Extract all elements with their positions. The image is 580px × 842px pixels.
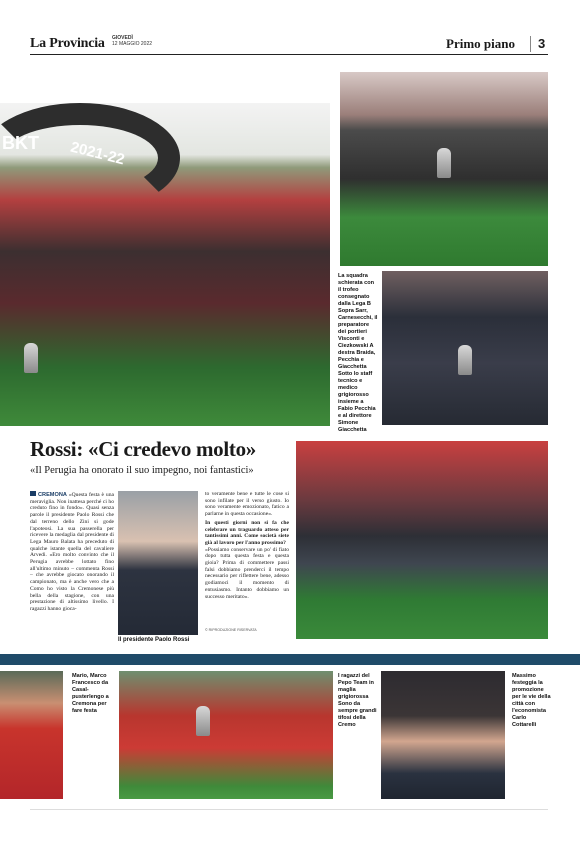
staff-caption: La squadra schierata con il trofeo consegnato dalla Lega B Sopra Sarr, Carnesecchi, il preparatore dei portieri Visconti e Ciezkowski A destra Braida, Pecchia e Giacchetta Sotto lo staff tecnico e medico grigiorosso insieme a Fabio Pecchia e al direttore Simone Giacchetta xyxy=(338,273,378,433)
issue-date xyxy=(112,35,152,47)
issue-weekday: GIOVEDÌ xyxy=(112,35,133,41)
pepo-team-photo xyxy=(119,671,333,799)
issue-date-text: 12 MAGGIO 2022 xyxy=(112,41,153,47)
header-rule xyxy=(30,54,548,55)
fan-mario-photo xyxy=(0,671,63,799)
article-column-1 xyxy=(30,491,114,613)
section-band xyxy=(0,654,580,665)
masthead: La Provincia xyxy=(30,36,105,51)
president-caption: Il presidente Paolo Rossi xyxy=(118,637,190,643)
fan-mario-caption: Mario, Marco Francesco da Casal- pusterlengo a Cremona per fare festa xyxy=(72,673,109,714)
trophy-icon xyxy=(196,706,210,736)
cottarelli-caption: Massimo festeggia la promozione per le vie della città con l'economista Carlo Cottarelli xyxy=(512,673,551,728)
trophy-icon xyxy=(437,148,451,178)
president-photo xyxy=(118,491,198,635)
footer-rule xyxy=(30,809,548,810)
article-text: to veramente bene e tutte le cose si sono infilate per il verso giusto. Io sono veramente emozionato, faticо a parlarne in questa occasione». xyxy=(205,491,289,518)
article-text: «Questa festa è una meraviglia. Non inattesa perché ci ho creduto fino in fondo». Quasi senza parole il presidente Paolo Rossi che dal terreno dello Zini si gode l'apoteosi. La sua passerella per ricevere la medaglia dal presidente di Lega Mauro Balata ha preceduto di qualche istante quella del cavaliere Arvedi. «Ero molto convinto che il Perugia avrebbe lottato fino all'ultimo minuto – commenta Rossi – che avrebbe giocato onorando il campionato, ma è anche vero che a Como ho visto la Cremonese più bella della stagione, con una prestazione di altissimo livello. I ragazzi hanno gioca- xyxy=(30,492,114,612)
team-photo xyxy=(296,441,548,639)
copyright-credit: © RIPRODUZIONE RISERVATA xyxy=(205,628,257,632)
dateline-marker xyxy=(30,491,36,496)
dateline: CREMONA xyxy=(38,492,67,498)
trophy-icon xyxy=(458,345,472,375)
cottarelli-photo xyxy=(381,671,505,799)
trophy-icon xyxy=(24,343,38,373)
subheadline: «Il Perugia ha onorato il suo impegno, noi fantastici» xyxy=(30,465,254,476)
ceremony-banner-text: BKT xyxy=(2,133,39,153)
article-text: «Possiamo conservare un po' di fiato dopo tutta questa festa e questa gioia? Prima di commettere passi falsi dobbiamo prenderci il tempo necessario per riflettere bene, adesso godiamoci il momento di entusiasmo. Intanto dobbiamo un successo meritato». xyxy=(205,546,289,600)
page-number: 3 xyxy=(538,36,546,51)
section-title: Primo piano xyxy=(446,36,515,51)
interview-question: In questi giorni non si fa che celebrare un traguardo atteso per tantissimi anni. Come società siete già al lavoro per l'anno prossimo? xyxy=(205,519,289,546)
pepo-team-caption: I ragazzi del Pepo Team in maglia grigiorossa Sono da sempre grandi tifosi della Cremo xyxy=(338,673,377,728)
header-separator xyxy=(530,36,531,52)
ceremony-season-text: 2021-22 xyxy=(68,138,127,169)
headline: Rossi: «Ci credevo molto» xyxy=(30,437,256,461)
article-column-2 xyxy=(205,491,289,600)
